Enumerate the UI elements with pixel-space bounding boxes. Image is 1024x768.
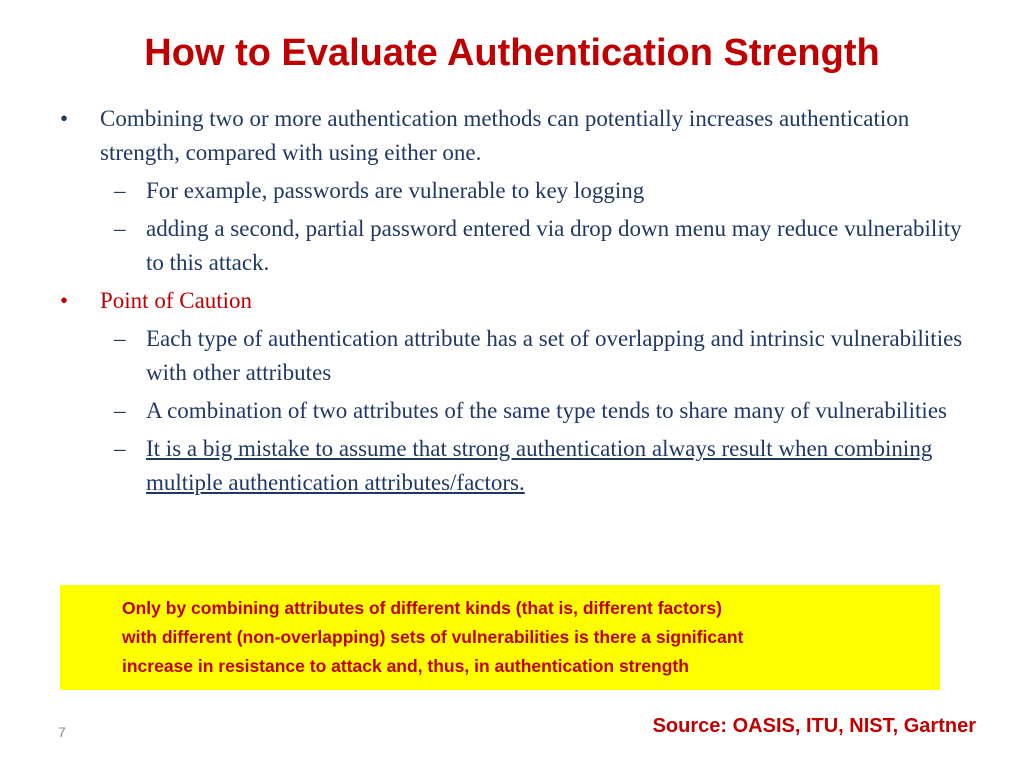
sub-bullet-marker: – [114,398,126,423]
source-citation: Source: OASIS, ITU, NIST, Gartner [652,715,976,737]
sub-bullet-marker: – [114,326,126,351]
sub-bullet-marker: – [114,216,126,241]
callout-line: increase in resistance to attack and, thus, in authentication strength [122,656,689,676]
sub-bullet-text: Each type of authentication attribute has a set of overlapping and intrinsic vulnerabilities with other attributes [146,326,963,385]
sub-bullet-item [58,432,978,500]
sub-bullet-item [58,322,978,390]
sub-bullet-text: adding a second, partial password entered via drop down menu may reduce vulnerability to this attack. [146,216,962,275]
sub-bullet-text: It is a big mistake to assume that strong authentication always result when combining multiple authentication attributes/factors. [146,436,933,495]
bullet-text: Point of Caution [100,288,253,313]
slide-content [58,102,978,504]
slide-title: How to Evaluate Authentication Strength [144,32,880,74]
bullet-item [58,284,978,318]
highlight-callout [60,585,940,690]
callout-line: with different (non-overlapping) sets of vulnerabilities is there a significant [122,627,744,647]
slide-number: 7 [58,724,66,740]
sub-bullet-item [58,174,978,208]
bullet-item [58,102,978,170]
sub-bullet-item [58,394,978,428]
sub-bullet-item [58,212,978,280]
bullet-text: Combining two or more authentication methods can potentially increases authentication strength, compared with using either one. [100,106,910,165]
sub-bullet-marker: – [114,436,126,461]
sub-bullet-text: For example, passwords are vulnerable to key logging [146,178,645,203]
sub-bullet-marker: – [114,178,126,203]
callout-line: Only by combining attributes of different kinds (that is, different factors) [122,598,722,618]
bullet-marker: • [60,288,69,313]
bullet-marker: • [60,106,69,131]
sub-bullet-text: A combination of two attributes of the same type tends to share many of vulnerabilities [146,398,947,423]
